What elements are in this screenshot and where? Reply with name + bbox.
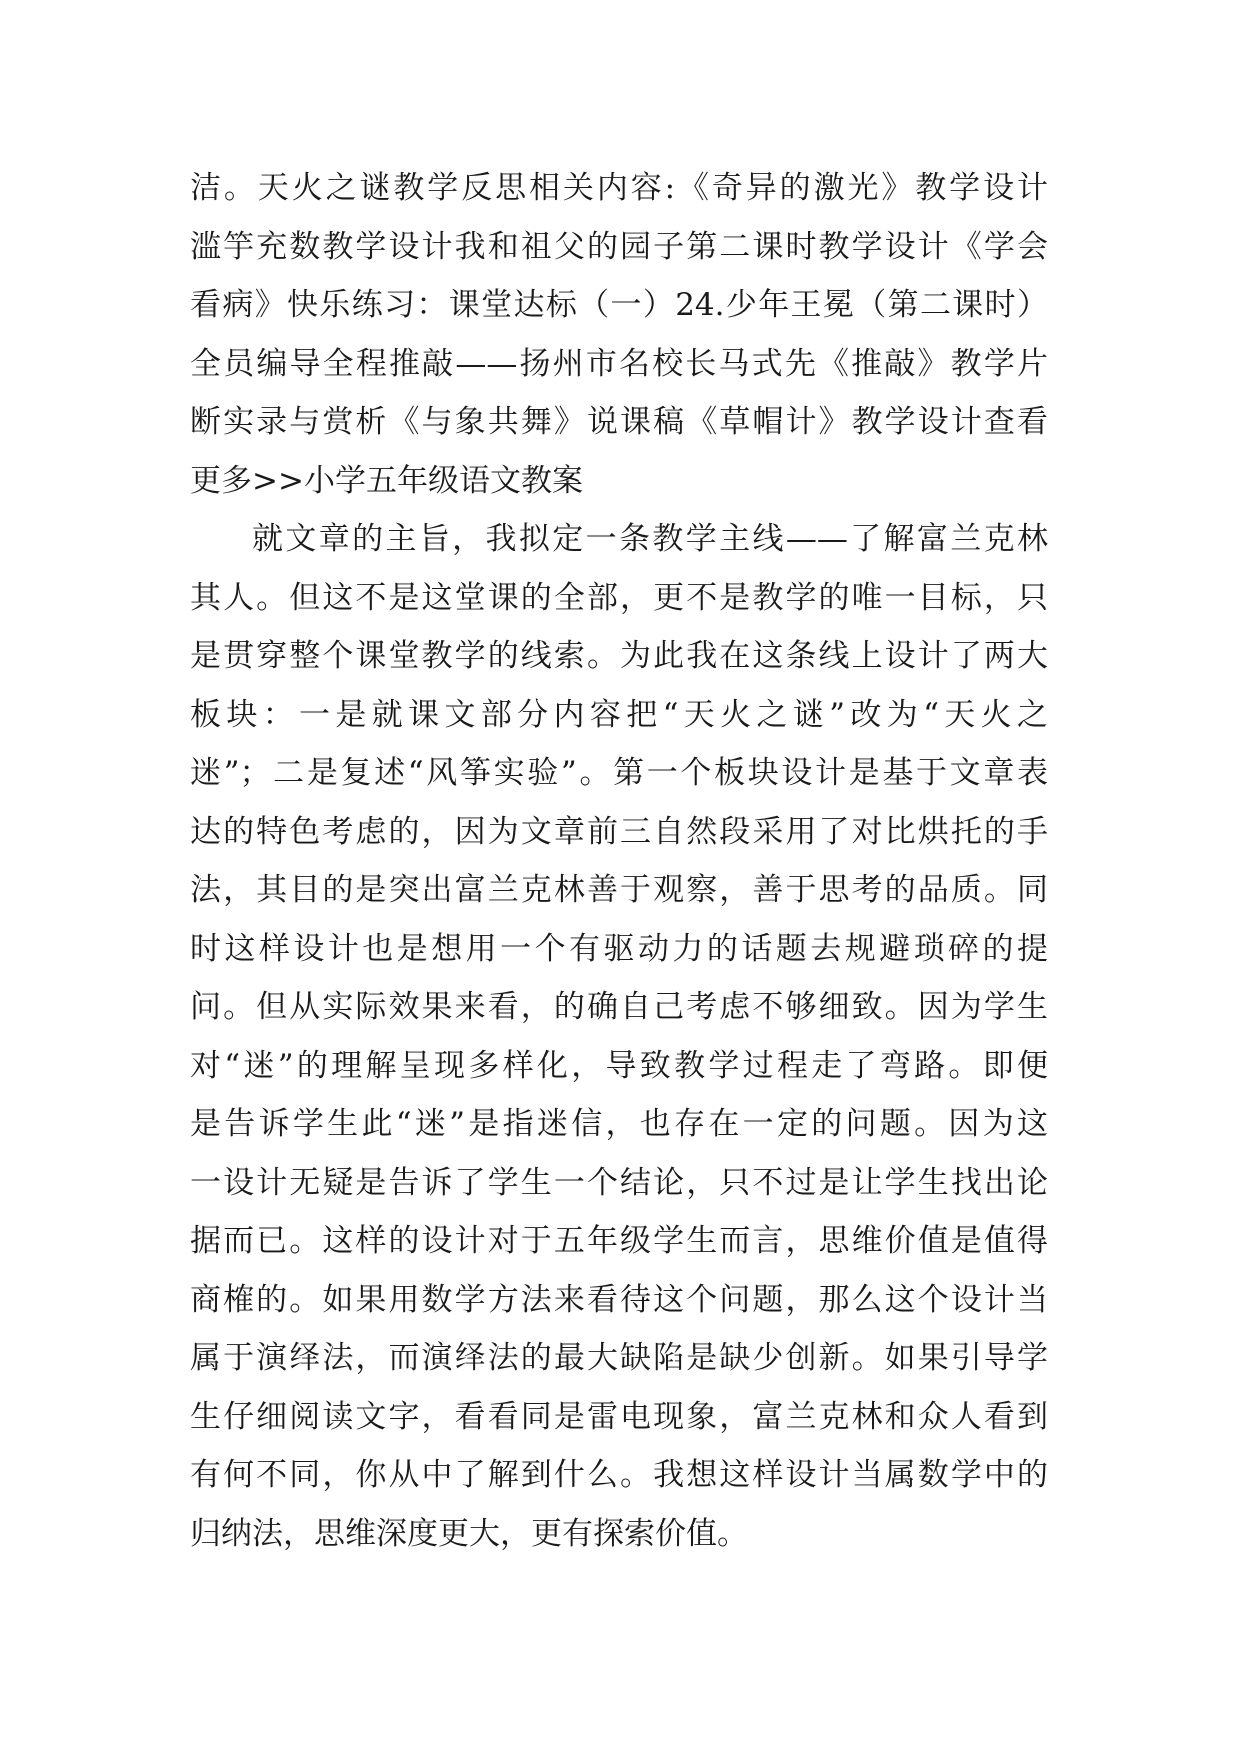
text-line: 商榷的。如果用数学方法来看待这个问题，那么这个设计当: [190, 1281, 1048, 1318]
text-line: 洁。天火之谜教学反思相关内容:《奇异的激光》教学设计: [190, 170, 1048, 206]
text-line: 属于演绎法，而演绎法的最大缺陷是缺少创新。如果引导学: [190, 1340, 1048, 1376]
text-line: 滥竽充数教学设计我和祖父的园子第二课时教学设计《学会: [190, 228, 1048, 265]
paragraph-1: [190, 159, 1048, 510]
text-line: 有何不同，你从中了解到什么。我想这样设计当属数学中的: [190, 1457, 1048, 1493]
text-line: 更多>>小学五年级语文教案: [190, 462, 583, 499]
text-line: 一设计无疑是告诉了学生一个结论，只不过是让学生找出论: [190, 1164, 1048, 1201]
text-line: 看病》快乐练习：课堂达标（一）24.少年王冕（第二课时）: [190, 287, 1048, 323]
text-line: 达的特色考虑的，因为文章前三自然段采用了对比烘托的手: [190, 813, 1048, 850]
paragraph-2: [190, 510, 1048, 1563]
text-line: 归纳法，思维深度更大，更有探索价值。: [190, 1515, 748, 1552]
text-line: 断实录与赏析《与象共舞》说课稿《草帽计》教学设计查看: [190, 404, 1048, 440]
text-line: 问。但从实际效果来看，的确自己考虑不够细致。因为学生: [190, 989, 1048, 1025]
text-line: 全员编导全程推敲——扬州市名校长马式先《推敲》教学片: [190, 345, 1048, 382]
text-line: 时这样设计也是想用一个有驱动力的话题去规避琐碎的提: [190, 930, 1048, 967]
text-line: 是告诉学生此“迷”是指迷信，也存在一定的问题。因为这: [190, 1106, 1048, 1142]
text-line: 据而已。这样的设计对于五年级学生而言，思维价值是值得: [190, 1223, 1048, 1259]
text-line: 法，其目的是突出富兰克林善于观察，善于思考的品质。同: [190, 872, 1048, 908]
document-body: [190, 159, 1048, 1563]
text-line: 生仔细阅读文字，看看同是雷电现象，富兰克林和众人看到: [190, 1398, 1048, 1435]
text-line: 就文章的主旨，我拟定一条教学主线——了解富兰克林: [252, 521, 1048, 557]
text-line: 板块：一是就课文部分内容把“天火之谜”改为“天火之: [190, 696, 1048, 733]
text-line: 其人。但这不是这堂课的全部，更不是教学的唯一目标，只: [190, 579, 1048, 616]
text-line: 迷”；二是复述“风筝实验”。第一个板块设计是基于文章表: [190, 755, 1048, 791]
text-line: 是贯穿整个课堂教学的线索。为此我在这条线上设计了两大: [190, 638, 1048, 674]
text-line: 对“迷”的理解呈现多样化，导致教学过程走了弯路。即便: [190, 1047, 1048, 1084]
